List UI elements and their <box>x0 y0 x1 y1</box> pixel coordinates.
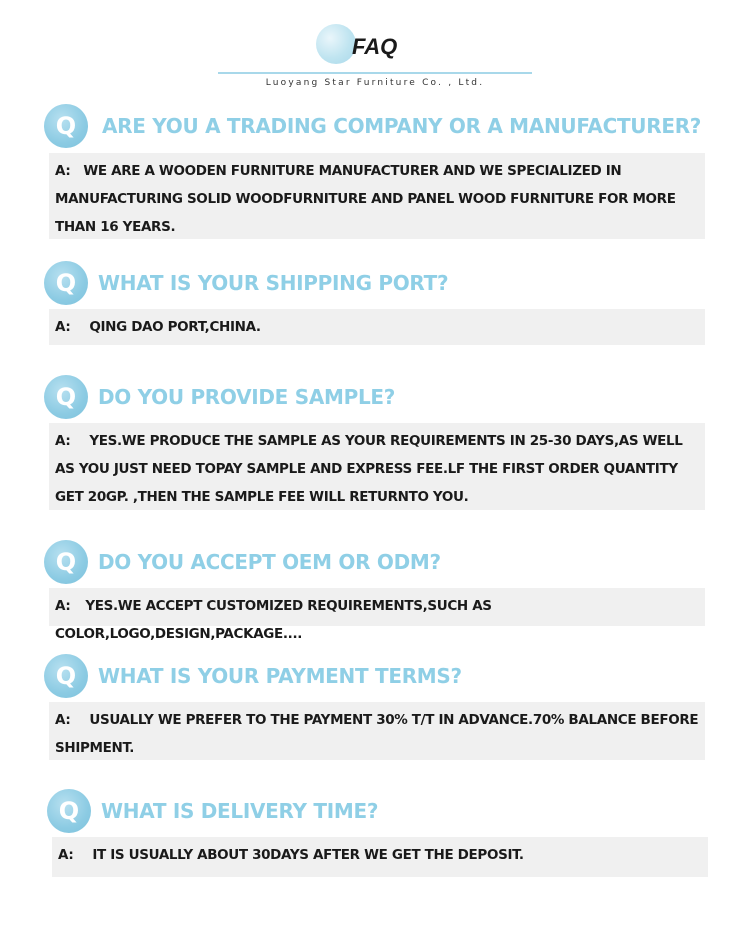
answer-prefix: A: <box>55 712 71 728</box>
faq-answer <box>55 313 701 341</box>
faq-answer-text: USUALLY WE PREFER TO THE PAYMENT 30% T/T IN ADVANCE.70% BALANCE BEFORE SHIPMENT. <box>55 712 699 756</box>
faq-answer <box>55 157 701 241</box>
faq-question: WHAT IS YOUR SHIPPING PORT? <box>98 271 449 295</box>
answer-prefix: A: <box>58 847 74 863</box>
page-title: FAQ <box>352 34 398 59</box>
q-badge-icon: Q <box>44 654 88 698</box>
faq-answer-box <box>49 153 705 239</box>
faq-answer-box <box>52 837 708 877</box>
q-badge-icon: Q <box>44 540 88 584</box>
faq-answer-text: QING DAO PORT,CHINA. <box>89 319 261 335</box>
q-badge-icon: Q <box>44 104 88 148</box>
faq-answer-box <box>49 588 705 642</box>
answer-prefix: A: <box>55 433 71 449</box>
faq-answer <box>58 841 704 869</box>
q-badge-icon: Q <box>47 789 91 833</box>
faq-question: DO YOU ACCEPT OEM OR ODM? <box>98 550 441 574</box>
answer-prefix: A: <box>55 163 71 179</box>
answer-prefix: A: <box>55 598 71 614</box>
faq-answer <box>55 592 701 648</box>
header-divider <box>218 72 532 74</box>
faq-answer-text: YES.WE PRODUCE THE SAMPLE AS YOUR REQUIREMENTS IN 25-30 DAYS,AS WELL AS YOU JUST NEED TOPAY SAMPLE AND EXPRESS FEE.LF THE FIRST ORDER QUANTITY GET 20GP. ,THEN THE SAMPLE FEE WILL RETURNTO YOU. <box>55 433 683 505</box>
faq-answer-box <box>49 702 705 760</box>
faq-answer-text: WE ARE A WOODEN FURNITURE MANUFACTURER AND WE SPECIALIZED IN MANUFACTURING SOLID WOODFURNITURE AND PANEL WOOD FURNITURE FOR MORE THAN 16 YEARS. <box>55 163 676 235</box>
company-name: Luoyang Star Furniture Co. , Ltd. <box>265 78 485 88</box>
faq-answer-text: YES.WE ACCEPT CUSTOMIZED REQUIREMENTS,SUCH AS COLOR,LOGO,DESIGN,PACKAGE.... <box>55 598 492 642</box>
faq-header <box>0 0 750 100</box>
faq-question: DO YOU PROVIDE SAMPLE? <box>98 385 396 409</box>
faq-answer-box <box>49 309 705 345</box>
answer-prefix: A: <box>55 319 71 335</box>
faq-decor-circle-icon <box>316 24 356 64</box>
q-badge-icon: Q <box>44 375 88 419</box>
faq-answer <box>55 706 701 762</box>
faq-question: WHAT IS DELIVERY TIME? <box>101 799 379 823</box>
faq-answer-text: IT IS USUALLY ABOUT 30DAYS AFTER WE GET THE DEPOSIT. <box>92 847 524 863</box>
faq-answer-box <box>49 423 705 510</box>
faq-answer <box>55 427 701 511</box>
faq-question: WHAT IS YOUR PAYMENT TERMS? <box>98 664 462 688</box>
faq-question: ARE YOU A TRADING COMPANY OR A MANUFACTURER? <box>102 114 702 138</box>
q-badge-icon: Q <box>44 261 88 305</box>
